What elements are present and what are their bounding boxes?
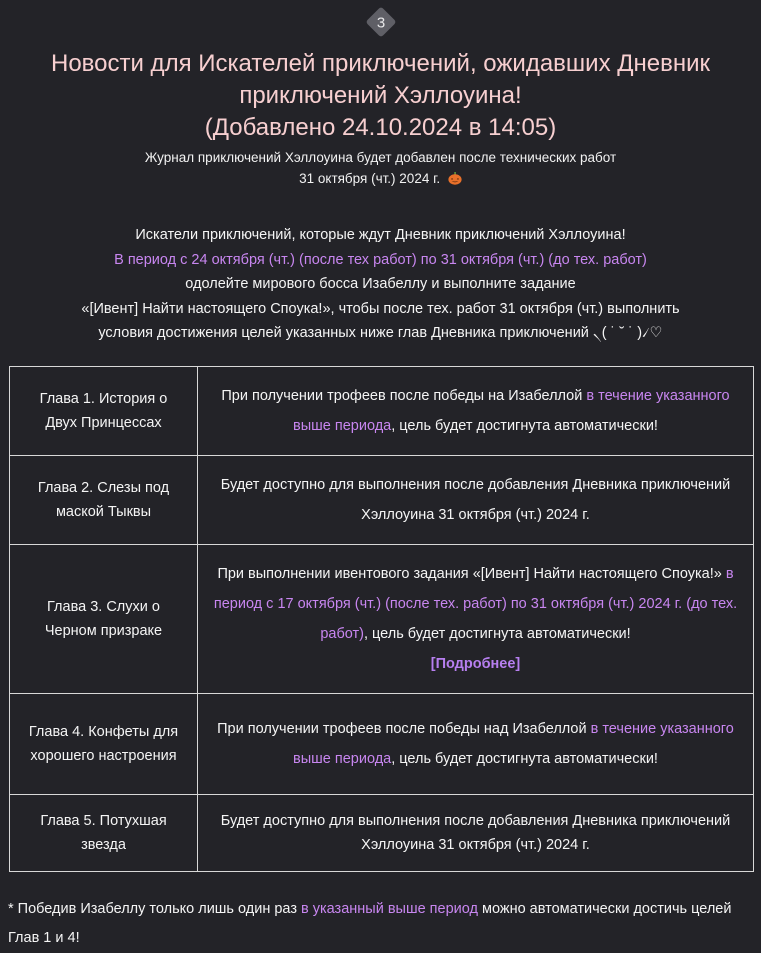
table-row	[10, 456, 754, 545]
chapter-desc-text: Будет доступно для выполнения после добавления Дневника приключений Хэллоуина 31 октября (чт.) 2024 г.	[220, 813, 731, 853]
chapter-desc-text: При получении трофеев после победы на Изабеллой	[221, 388, 587, 404]
chapter-desc-text: При выполнении ивентового задания «[Ивент] Найти настоящего Споука!»	[217, 566, 726, 582]
footnote-period-highlight: в указанный выше период	[301, 901, 478, 917]
table-row	[10, 367, 754, 456]
chapter-desc-text: , цель будет достигнута автоматически!	[391, 751, 658, 767]
badge-number: 3	[376, 14, 386, 32]
diamond-number-icon	[365, 6, 397, 38]
footnote-text: можно автоматически достичь целей Глав 1 и 4!	[8, 901, 732, 946]
subtitle-line-2: 31 октября (чт.) 2024 г.	[299, 171, 441, 186]
event-period: В период с 24 октября (чт.) (после тех работ) по 31 октября (чт.) (до тех. работ)	[114, 251, 647, 268]
chapter-name: Глава 5. Потухшая звезда	[10, 795, 198, 872]
chapter-period-highlight: в течение указанного выше периода	[293, 721, 734, 767]
chapter-name: Глава 3. Слухи о Черном призраке	[10, 545, 198, 694]
chapter-desc-text: При получении трофеев после победы над Изабеллой	[217, 721, 591, 737]
chapter-description	[198, 694, 754, 795]
chapter-description	[198, 545, 754, 694]
chapter-description	[198, 456, 754, 545]
title-line-2: приключений Хэллоуина!	[239, 82, 522, 109]
subtitle-line-1: Журнал приключений Хэллоуина будет добавлен после технических работ	[144, 150, 617, 165]
intro-line-3: одолейте мирового босса Изабеллу и выполните задание	[185, 276, 576, 292]
pumpkin-icon	[448, 170, 462, 191]
chapter-description	[198, 795, 754, 872]
table-row	[10, 795, 754, 872]
intro-line-5: условия достижения целей указанных ниже глав Дневника приключений ৲( ˙ ˘ ˙ )৴♡	[98, 325, 663, 341]
chapters-table	[9, 366, 754, 872]
title-line-3: (Добавлено 24.10.2024 в 14:05)	[204, 114, 557, 141]
page-title	[0, 48, 761, 144]
chapter-name: Глава 2. Слезы под маской Тыквы	[10, 456, 198, 545]
chapter-name: Глава 4. Конфеты для хорошего настроения	[10, 694, 198, 795]
intro-text	[0, 223, 761, 346]
chapter-name: Глава 1. История о Двух Принцессах	[10, 367, 198, 456]
section-number-badge	[365, 6, 397, 38]
chapter-period-highlight: в период с 17 октября (чт.) (после тех. работ) по 31 октября (чт.) 2024 г. (до тех. работ)	[213, 566, 738, 642]
chapter-desc-text: , цель будет достигнута автоматически!	[391, 418, 658, 434]
chapter-description	[198, 367, 754, 456]
chapter-desc-text: Будет доступно для выполнения после добавления Дневника приключений Хэллоуина 31 октября (чт.) 2024 г.	[220, 477, 731, 523]
footnote-text: * Победив Изабеллу только лишь один раз	[8, 901, 301, 917]
intro-line-4: «[Ивент] Найти настоящего Споука!», чтобы после тех. работ 31 октября (чт.) выполнить	[81, 300, 680, 317]
title-line-1: Новости для Искателей приключений, ожидавших Дневник	[50, 50, 711, 77]
table-row	[10, 694, 754, 795]
table-row	[10, 545, 754, 694]
subtitle	[0, 147, 761, 191]
footnote	[8, 895, 753, 953]
intro-line-1: Искатели приключений, которые ждут Дневник приключений Хэллоуина!	[135, 227, 626, 243]
more-details-link[interactable]: [Подробнее]	[430, 656, 521, 672]
chapter-period-highlight: в течение указанного выше периода	[293, 388, 730, 434]
chapter-desc-text: , цель будет достигнута автоматически!	[363, 626, 631, 642]
